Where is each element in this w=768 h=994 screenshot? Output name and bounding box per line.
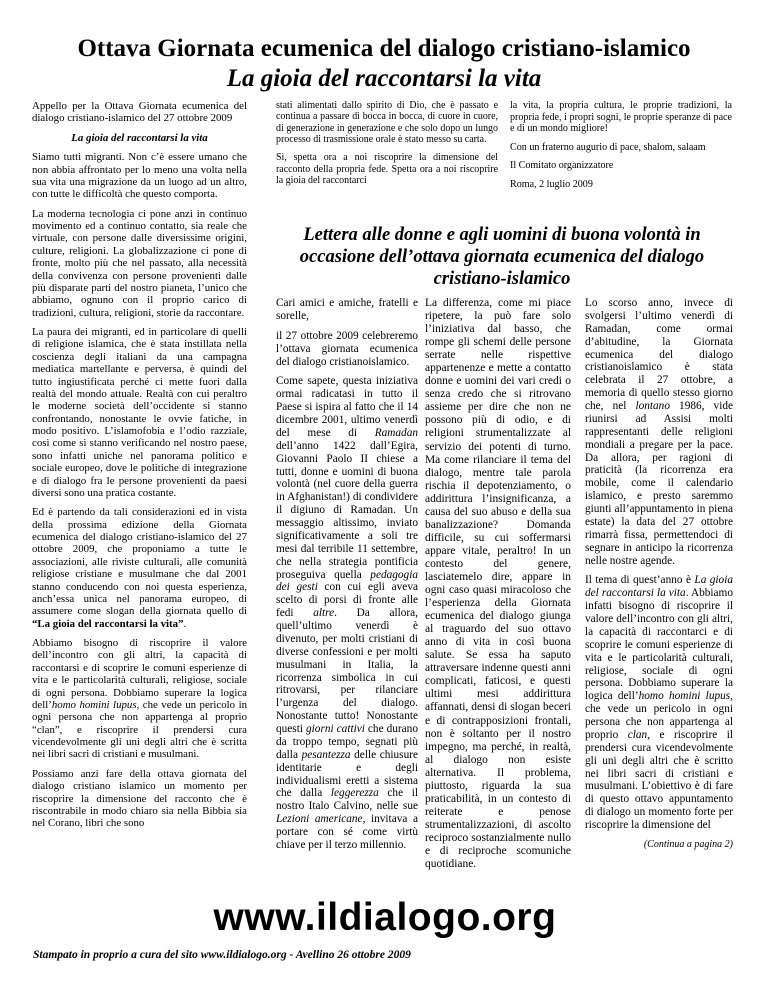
letter-paragraph: Come sapete, questa iniziativa ormai radicatasi in tutto il Paese si ispira al fatto che il 14 dicembre 2001, ultimo venerdì del mese di Ramadan dell’anno 1422 dall’Egira, Giovanni Paolo II chiese a tutti, donne e uomini di buona volontà (nel cuore della guerra in Afghanistan!) di condividere il digiuno di Ramadan. Un messaggio altissimo, inviato significativamente a soli tre mesi dal terribile 11 settembre, che nella strategia pontificia proseguiva quella pedagogia dei gesti con cui egli aveva scelto di porsi di fronte alle fedi altre. Da allora, quell’ultimo venerdì è divenuto, per molti cristiani di diverse confessioni e per molti musulmani in Italia, la ricorrenza simbolica in cui ritrovarsi, per rilanciare l’urgenza del dialogo. Nonostante tutto! Nonostante questi giorni cattivi che durano da troppo tempo, segnati più dalla pesantezza delle chiusure identitarie e degli individualismi eretti a sistema che dalla leggerezza che il nostro Italo Calvino, nelle sue Lezioni americane, invitava a portare con sé come virtù chiave per il terzo millennio. — [276, 375, 419, 851]
appeal-paragraph: Abbiamo bisogno di riscoprire il valore dell’incontro con gli altri, la capacità di raccontarsi e di scoprire le comuni esperienze di vita e le particolarità culturali, religiose, sociale di ogni persona. Dobbiamo superare la logica dell’homo homini lupus, che vede un pericolo in ogni persona che non appartenga al proprio “clan”, e riscoprire il prendersi cura vicendevolmente gli uni degli altri che è scritta nei libri sacri di cristiani e musulmani. — [32, 637, 248, 761]
appeal-date: Roma, 2 luglio 2009 — [510, 178, 593, 190]
letter-column-1 — [276, 297, 418, 859]
appeal-column-3 — [510, 100, 732, 197]
site-url: www.ildialogo.org — [213, 896, 557, 939]
letter-paragraph: Il tema di quest’anno è La gioia del raccontarsi la vita. Abbiamo infatti bisogno di riscoprire il valore dell’incontro con gli altri, la capacità di raccontarci e di scoprire le comuni esperienze di vita e le particolarità culturali, religiose, sociale di ogni persona. Dobbiamo superare la logica dell’homo homini lupus, che vede un pericolo in ogni persona che non appartenga al proprio clan, e riscoprire il prendersi cura vicendevolmente gli uni degli altri che è scritto nei libri sacri di cristiani e musulmani. L’obiettivo è di fare di questo ottavo appuntamento di dialogo un momento forte per riscoprire la dimensione del — [585, 574, 733, 831]
appeal-paragraph: La moderna tecnologia ci pone anzi in continuo movimento ed a continuo contatto, sia reale che virtuale, con persone dalle diversissime origini, culture, religioni. La globalizzazione ci pone di fronte, molto più che nel passato, alla necessità della convivenza con persone provenienti dalle più disparate parti del nostro pianeta, l’unico che abbiamo, ognuno con il proprio carico di tradizioni, cultura, religioni, storie da raccontare. — [32, 207, 247, 319]
appeal-slogan: “La gioia del raccontarsi la vita” — [32, 617, 184, 630]
letter-column-2 — [425, 297, 571, 878]
continued-note: (Continua a pagina 2) — [643, 838, 733, 850]
appeal-greeting: Con un fraterno augurio di pace, shalom, salaam — [510, 141, 706, 153]
letter-paragraph: Lo scorso anno, invece di svolgersi l’ultimo venerdì di Ramadan, come ormai d’abitudine, la Giornata ecumenica del dialogo cristianoislamico è stata celebrata il 27 ottobre, a memoria di quello stesso giorno che, nel lontano 1986, vide riunirsi ad Assisi molti rappresentanti delle religioni mondiali a pregare per la pace. Da allora, per ragioni di praticità (la ricorrenza era mobile, come il calendario islamico, e presto saremmo giunti all’appuntamento in piena estate) la data del 27 ottobre rimarrà fissa, permettendoci di segnare in anticipo la ricorrenza nelle nostre agende. — [585, 297, 733, 567]
appeal-column-2 — [276, 100, 498, 193]
appeal-paragraph: Siamo tutti migranti. Non c’è essere umano che non abbia affrontato per lo meno una volta nella sua vita una migrazione da un luogo ad un altro, con tutte le difficoltà che questo comporta. — [32, 151, 247, 201]
appeal-paragraph: Possiamo anzi fare della ottava giornata del dialogo cristiano islamico un momento per riscoprire la dimensione del racconto che è riscontrabile in modo chiaro sia nella Bibbia sia nel Corano, libri che sono — [32, 767, 247, 830]
letter-salutation: Cari amici e amiche, fratelli e sorelle, — [276, 297, 418, 322]
page-title: Ottava Giornata ecumenica del dialogo cristiano-islamico — [77, 35, 691, 62]
appeal-column-1 — [32, 100, 247, 837]
appeal-paragraph: la vita, la propria cultura, le proprie tradizioni, la propria fede, i propri sogni, le proprie speranze di pace e di un mondo migliore! — [510, 100, 732, 135]
appeal-signature: Il Comitato organizzatore — [510, 160, 614, 172]
appeal-paragraph: Ed è partendo da tali considerazioni ed in vista della prossima edizione della Giornata ecumenica del dialogo cristiano-islamico del 27 ottobre 2009, che proponiamo a tutte le associazioni, alle riviste culturali, alle comunità religiose cristiane e musulmane che dal 2001 stanno conducendo con noi questa esperienza, anch’essa unica nel panorama europeo, di assumere come slogan della giornata quello di “La gioia del raccontarsi la vita”. — [32, 506, 247, 630]
letter-column-3 — [585, 297, 733, 852]
appeal-heading: La gioia del raccontarsi la vita — [71, 131, 208, 144]
letter-title: Lettera alle donne e agli uomini di buona volontà in occasione dell’ottava giornata ecumenica del dialogo cristiano-islamico — [299, 225, 705, 289]
appeal-paragraph: Sì, spetta ora a noi riscoprire la dimensione del racconto della propria fede. Spetta ora a noi riscoprire la gioia del raccontarci — [276, 152, 498, 187]
appeal-intro: Appello per la Ottava Giornata ecumenica del dialogo cristiano-islamico del 27 ottobre 2009 — [32, 100, 247, 125]
appeal-paragraph: stati alimentati dallo spirito di Dio, che è passato e continua a passare di bocca in bocca, di cuore in cuore, di generazione in generazione e che solo dopo un lungo processo di trasmissione orale è stato messo su carta. — [276, 100, 498, 146]
page-subtitle: La gioia del raccontarsi la vita — [226, 65, 542, 92]
appeal-paragraph: La paura dei migranti, ed in particolare di quelli di religione islamica, che è stata instillata nella coscienza degli italiani da una campagna mediatica martellante e perversa, è quindi del tutto ingiustificata perché ci mette fuori dalla realtà del mondo attuale. Realtà con cui peraltro le moderne società dell’occidente si stanno confrontando, nonostante le ovvie fatiche, in modo positivo. L’islamofobia e l’odio razziale, così come si stanno verificando nel nostro paese, sono infatti uniche nel panorama politico e sociale europeo, dove le politiche di integrazione e di dialogo fra le persone provenienti da paesi diversi sono una pratica costante. — [32, 326, 247, 499]
footer-note: Stampato in proprio a cura del sito www.ildialogo.org - Avellino 26 ottobre 2009 — [33, 949, 411, 961]
letter-paragraph: il 27 ottobre 2009 celebreremo l’ottava giornata ecumenica del dialogo cristianoislamico. — [276, 329, 418, 368]
letter-paragraph: La differenza, come mi piace ripetere, la può fare solo l’iniziativa dal basso, che rompe gli schemi delle persone serrate nelle rispettive appartenenze e mette a contatto donne e uomini dei vari credi o senza credo che si ritrovano assieme per dire che non ne possono più di odio, e di religioni strumentalizzate al servizio dei potenti di turno. Ma come rilanciare il tema del dialogo, mentre tale parola rischia il depotenziamento, o addirittura l’insignificanza, a causa del suo abuso e della sua banalizzazione? Domanda difficile, su cui soffermarsi appare vitale, peraltro! In un contesto del genere, lasciatemelo dire, appare in ogni caso quasi miracoloso che l’esperienza della Giornata ecumenica del dialogo giunga al traguardo del suo ottavo anno di vita in così buona salute. Se essa ha saputo attraversare indenne questi anni complicati, faticosi, e questi ultimi mesi addirittura affannati, densi di slogan beceri e di contrapposizioni frontali, non è soltanto per il nostro impegno, ma perché, in realtà, al dialogo non esiste alternativa. Il problema, piuttosto, riguarda la sua praticabilità, in un contesto di reiterate e penose strumentalizzazioni, di ascolto reciproco sostanzialmente nullo e di reciproche scomuniche quotidiane. — [425, 297, 571, 871]
